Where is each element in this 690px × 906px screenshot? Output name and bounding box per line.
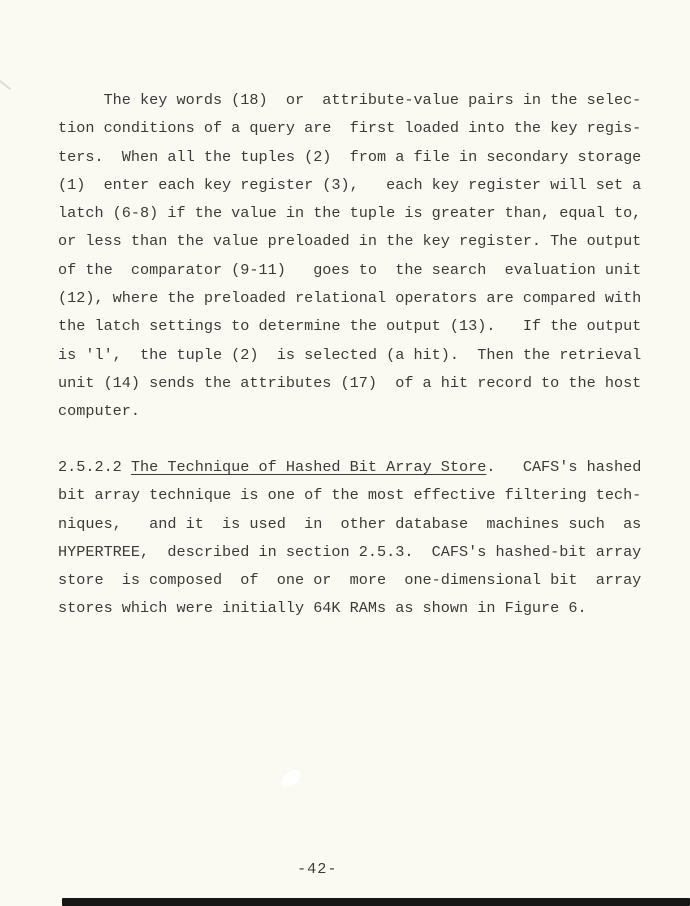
paragraph-line: niques, and it is used in other database machines such as	[58, 514, 642, 533]
paragraph-line: unit (14) sends the attributes (17) of a hit record to the host	[58, 373, 642, 392]
paragraph-line: or less than the value preloaded in the key register. The output	[58, 232, 642, 251]
paragraph-line: computer.	[58, 402, 141, 421]
paragraph-line: the latch settings to determine the output (13). If the output	[58, 317, 642, 336]
paragraph-line: (1) enter each key register (3), each key register will set a	[58, 175, 642, 194]
section-heading-line	[58, 453, 641, 481]
paragraph-line: latch (6-8) if the value in the tuple is greater than, equal to,	[58, 204, 642, 223]
paragraph-line: (12), where the preloaded relational operators are compared with	[58, 289, 642, 308]
page-number: -42-	[297, 860, 338, 878]
section-heading-continuation: . CAFS's hashed	[486, 458, 642, 476]
section-number: 2.5.2.2	[58, 458, 131, 476]
scan-edge-bar-artifact	[62, 898, 690, 906]
paragraph-line: is 'l', the tuple (2) is selected (a hit). Then the retrieval	[58, 345, 642, 364]
section-title-underlined: The Technique of Hashed Bit Array Store	[130, 458, 487, 476]
paragraph-line: bit array technique is one of the most effective filtering tech-	[58, 486, 642, 505]
paragraph-line: HYPERTREE, described in section 2.5.3. CAFS's hashed-bit array	[58, 542, 642, 561]
paragraph-line: The key words (18) or attribute-value pairs in the selec-	[58, 91, 642, 109]
paragraph-line: ters. When all the tuples (2) from a file in secondary storage	[58, 147, 642, 166]
section-2-5-2-2-hashed-bit-array-store	[58, 453, 641, 623]
scan-smudge-artifact	[278, 767, 303, 791]
paragraph-line: tion conditions of a query are first loaded into the key regis-	[58, 119, 642, 138]
paragraph-cafs-key-registers	[58, 86, 641, 426]
paragraph-line: store is composed of one or more one-dimensional bit array	[58, 571, 642, 590]
paragraph-line: of the comparator (9-11) goes to the search evaluation unit	[58, 260, 642, 279]
scan-scratch-artifact	[0, 80, 11, 90]
paragraph-line: stores which were initially 64K RAMs as shown in Figure 6.	[58, 599, 587, 618]
